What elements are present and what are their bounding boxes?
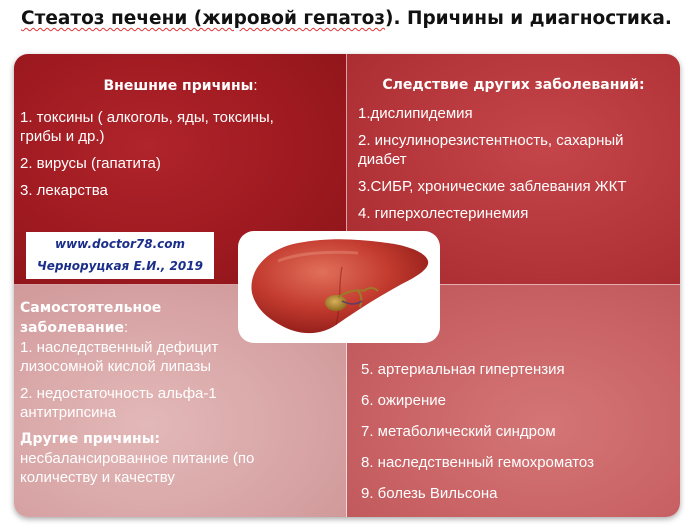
credit-site: www.doctor78.com: [54, 237, 185, 251]
list-item: 1.дислипидемия: [358, 105, 473, 122]
independent-header-line1: Самостоятельное: [20, 300, 162, 316]
list-item: 3. лекарства: [20, 182, 108, 199]
list-item: 2. недостаточность альфа-1: [20, 385, 217, 402]
list-item: 2. вирусы (гапатита): [20, 155, 161, 172]
list-item: 2. инсулинорезистентность, сахарный: [358, 132, 624, 149]
list-item: 3.СИБР, хронические заблевания ЖКТ: [358, 178, 627, 195]
other-causes-header: Другие причины:: [20, 431, 160, 447]
list-item: диабет: [358, 151, 407, 168]
credit-author: Черноруцкая Е.И., 2019: [37, 259, 203, 273]
page-title: [0, 8, 693, 29]
independent-header-line2: заболевание:: [20, 319, 129, 336]
list-item: лизосомной кислой липазы: [20, 358, 212, 375]
liver-image-frame: [238, 231, 440, 343]
list-item: 8. наследственный гемохроматоз: [361, 454, 594, 471]
external-causes-header: Внешние причины:: [103, 77, 258, 94]
title-text-rest: ). Причины и диагностика.: [385, 8, 672, 29]
external-causes-list: [20, 108, 342, 200]
liver-illustration: [238, 231, 440, 343]
list-item: антитрипсина: [20, 404, 117, 421]
list-item: 9. болезь Вильсона: [361, 485, 498, 502]
list-item: несбалансированное питание (по: [20, 450, 255, 467]
more-conditions-list: [361, 354, 679, 509]
list-item: 5. артериальная гипертензия: [361, 361, 565, 378]
list-item: 1. токсины ( алкоголь, яды, токсины,: [20, 109, 274, 126]
list-item: грибы и др.): [20, 128, 105, 145]
list-item: 6. ожирение: [361, 392, 446, 409]
list-item: 4. гиперхолестеринемия: [358, 205, 529, 222]
consequence-list: [358, 104, 676, 223]
title-text-underlined: Стеатоз печени (жировой гепатоз: [21, 8, 386, 29]
list-item: 1. наследственный дефицит: [20, 339, 219, 356]
gallbladder: [325, 295, 347, 311]
list-item: количеству и качеству: [20, 469, 175, 486]
credit-box: [26, 232, 214, 279]
list-item: 7. метаболический синдром: [361, 423, 556, 440]
consequence-header: Следствие других заболеваний:: [382, 77, 645, 93]
